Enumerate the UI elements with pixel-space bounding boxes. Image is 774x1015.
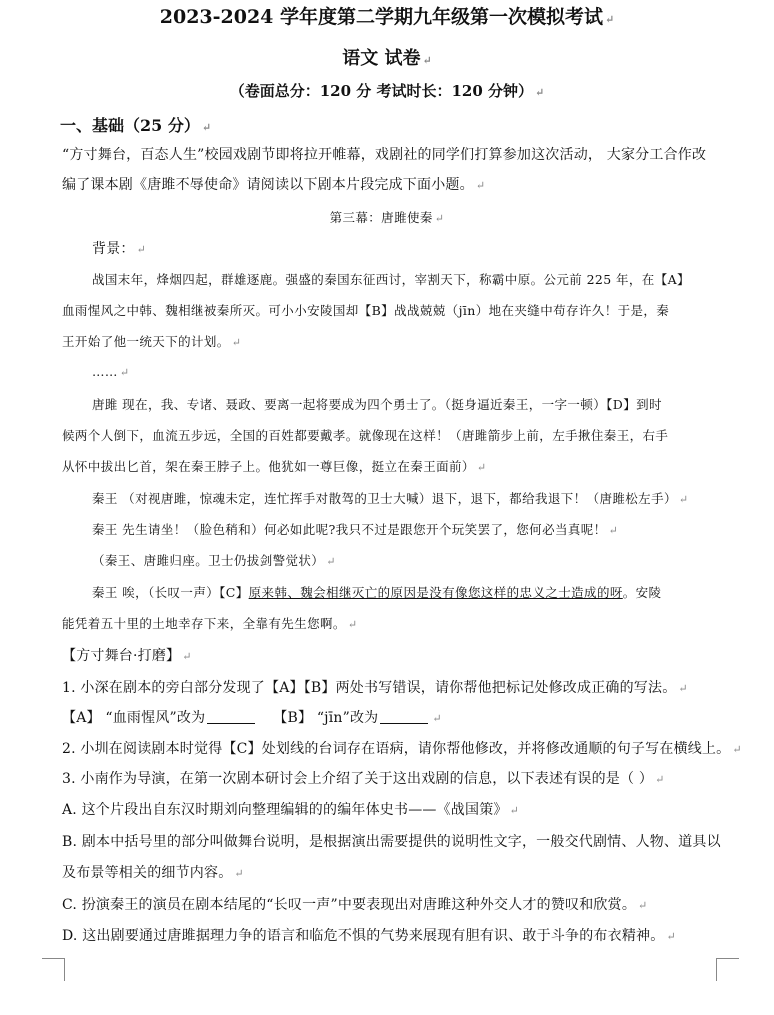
paragraph-mark: ↵: [136, 243, 147, 256]
option-a: [62, 799, 519, 819]
ellipsis-text: ……: [92, 364, 118, 379]
question-text: 1. 小深在剧本的旁白部分发现了【A】【B】两处书写错误，请你帮他把标记处修改成正确的写法。: [62, 680, 677, 696]
intro-text-2: 编了课本剧《唐雎不辱使命》请阅读以下剧本片段完成下面小题。: [62, 177, 474, 193]
page-corner-mark-left: [42, 958, 65, 981]
paragraph-mark: ↵: [678, 682, 688, 695]
exam-info-text: （卷面总分：120 分 考试时长：120 分钟）: [229, 82, 534, 100]
question-group-title-text: 【方寸舞台·打磨】: [62, 648, 181, 664]
script-text: 血雨惺风之中韩、魏相继被秦所灭。可小小安陵国却【B】战战兢兢（jīn）地在夹缝中苟存许久！于是，秦: [62, 303, 670, 318]
option-text: C. 扮演秦王的演员在剧本结尾的“长叹一声”中要表现出对唐雎这种外交人才的赞叹和欣赏。: [62, 897, 637, 913]
paragraph-mark: ↵: [655, 773, 665, 786]
script-ellipsis: [92, 364, 129, 379]
section-heading: [60, 113, 211, 136]
intro-text-1: “方寸舞台，百态人生”校园戏剧节即将拉开帷幕，戏剧社的同学们打算参加这次活动， 大家分工合作改: [62, 147, 707, 163]
script-p6-line-1: [92, 583, 661, 601]
option-text: A. 这个片段出自东汉时期刘向整理编辑的的编年体史书——《战国策》: [62, 802, 508, 818]
paragraph-mark: ↵: [475, 179, 486, 192]
exam-subtitle: [0, 44, 774, 70]
answer-a-blank[interactable]: [207, 723, 255, 724]
exam-info: [0, 80, 774, 101]
script-text: 王开始了他一统天下的计划。: [62, 334, 230, 349]
underlined-sentence-part-1: 原来韩、魏会相继灭亡的原因是没有: [248, 585, 456, 600]
paragraph-mark: ↵: [231, 336, 242, 349]
script-text: 唐雎 现在，我、专诸、聂政、要离一起将要成为四个勇士了。（挺身逼近秦王，一字一顿）【D】到时: [92, 397, 662, 412]
script-text: 能凭着五十里的土地幸存下来，全靠有先生您啊。: [62, 616, 346, 631]
page-corner-mark-right: [716, 958, 739, 981]
option-b-line-1: [62, 831, 721, 851]
script-p6-line-2: [62, 614, 357, 632]
script-p2-line-1: [92, 395, 662, 413]
script-p4: [92, 520, 618, 538]
script-text: 秦王 先生请坐！（脸色稍和）何必如此呢?我只不过是跟您开个玩笑罢了，您何必当真呢！: [92, 522, 607, 537]
script-p3: [92, 489, 689, 507]
paragraph-mark: ↵: [732, 743, 742, 756]
paragraph-mark: ↵: [201, 121, 212, 134]
paragraph-mark: ↵: [535, 86, 545, 99]
option-text: 及布景等相关的细节内容。: [62, 865, 233, 881]
script-text: 从怀中拔出匕首，架在秦王脖子上。他犹如一尊巨像，挺立在秦王面前）: [62, 459, 475, 474]
exam-title-text: 2023-2024 学年度第二学期九年级第一次模拟考试: [159, 6, 604, 28]
script-p1-line-2: [62, 301, 669, 319]
background-label: [92, 238, 146, 258]
script-p1-line-1: [92, 270, 690, 288]
question-2: [62, 738, 742, 758]
paragraph-mark: ↵: [638, 899, 648, 912]
paragraph-mark: ↵: [182, 650, 192, 663]
exam-subtitle-text: 语文 试卷: [342, 48, 421, 69]
paragraph-mark: ↵: [608, 524, 619, 537]
background-label-text: 背景：: [92, 241, 135, 257]
paragraph-mark: ↵: [234, 867, 244, 880]
question-text: 3. 小南作为导演，在第一次剧本研讨会上介绍了关于这出戏剧的信息，以下表述有误的是（ ）: [62, 771, 654, 787]
paragraph-mark: ↵: [347, 618, 358, 631]
question-1-answers: [62, 707, 442, 727]
script-text: 候两个人倒下，血流五步远，全国的百姓都要戴孝。就像现在这样！（唐雎箭步上前，左手揪住秦王，右手: [62, 428, 669, 443]
intro-line-2: [62, 174, 485, 194]
answer-b-blank[interactable]: [380, 723, 428, 724]
option-text: B. 剧本中括号里的部分叫做舞台说明，是根据演出需要提供的说明性文字，一般交代剧情、人物、道具以: [62, 834, 721, 850]
script-text: 秦王 唉，（长叹一声）【C】: [92, 585, 249, 600]
paragraph-mark: ↵: [605, 13, 615, 26]
script-p2-line-2: [62, 426, 668, 444]
script-text: （秦王、唐雎归座。卫士仍拔剑警觉状）: [92, 553, 325, 568]
scene-title: [0, 208, 774, 226]
paragraph-mark: ↵: [326, 555, 336, 568]
paragraph-mark: ↵: [119, 366, 130, 379]
option-text: D. 这出剧要通过唐雎据理力争的语言和临危不惧的气势来展现有胆有识、敢于斗争的布衣精神。: [62, 928, 665, 944]
question-1: [62, 677, 688, 697]
paragraph-mark: ↵: [666, 930, 676, 943]
paragraph-mark: ↵: [422, 54, 432, 67]
answer-b-label: 【B】 “jīn”改为: [273, 710, 379, 726]
question-3: [62, 768, 664, 788]
answer-a-label: 【A】 “血雨惺风”改为: [62, 710, 206, 726]
option-d: [62, 925, 676, 945]
paragraph-mark: ↵: [432, 712, 442, 725]
exam-title: [0, 2, 774, 29]
script-p1-line-3: [62, 332, 241, 350]
question-text: 2. 小圳在阅读剧本时觉得【C】处划线的台词存在语病，请你帮他修改，并将修改通顺的句子写在横线上。: [62, 741, 731, 757]
intro-line-1: [62, 144, 706, 164]
scene-title-text: 第三幕：唐雎使秦: [329, 210, 433, 225]
paragraph-mark: ↵: [678, 493, 689, 506]
script-p2-line-3: [62, 457, 486, 475]
underlined-sentence-part-2: 像您这样的忠义之士造成的呀: [455, 585, 623, 600]
script-text: 秦王 （对视唐雎，惊魂未定，连忙挥手对散驾的卫士大喊）退下，退下，都给我退下！（唐雎松左手）: [92, 491, 677, 506]
script-text: 战国末年，烽烟四起，群雄逐鹿。强盛的秦国东征西讨，宰割天下，称霸中原。公元前 225 年，在【A】: [92, 272, 690, 287]
option-c: [62, 894, 647, 914]
script-text: 。安陵: [622, 585, 662, 600]
paragraph-mark: ↵: [509, 804, 520, 817]
script-p5: [92, 551, 336, 569]
option-b-line-2: [62, 862, 244, 882]
paragraph-mark: ↵: [476, 461, 487, 474]
question-group-title: [62, 645, 192, 665]
section-heading-text: 一、基础（25 分）: [60, 116, 200, 135]
paragraph-mark: ↵: [434, 212, 445, 225]
